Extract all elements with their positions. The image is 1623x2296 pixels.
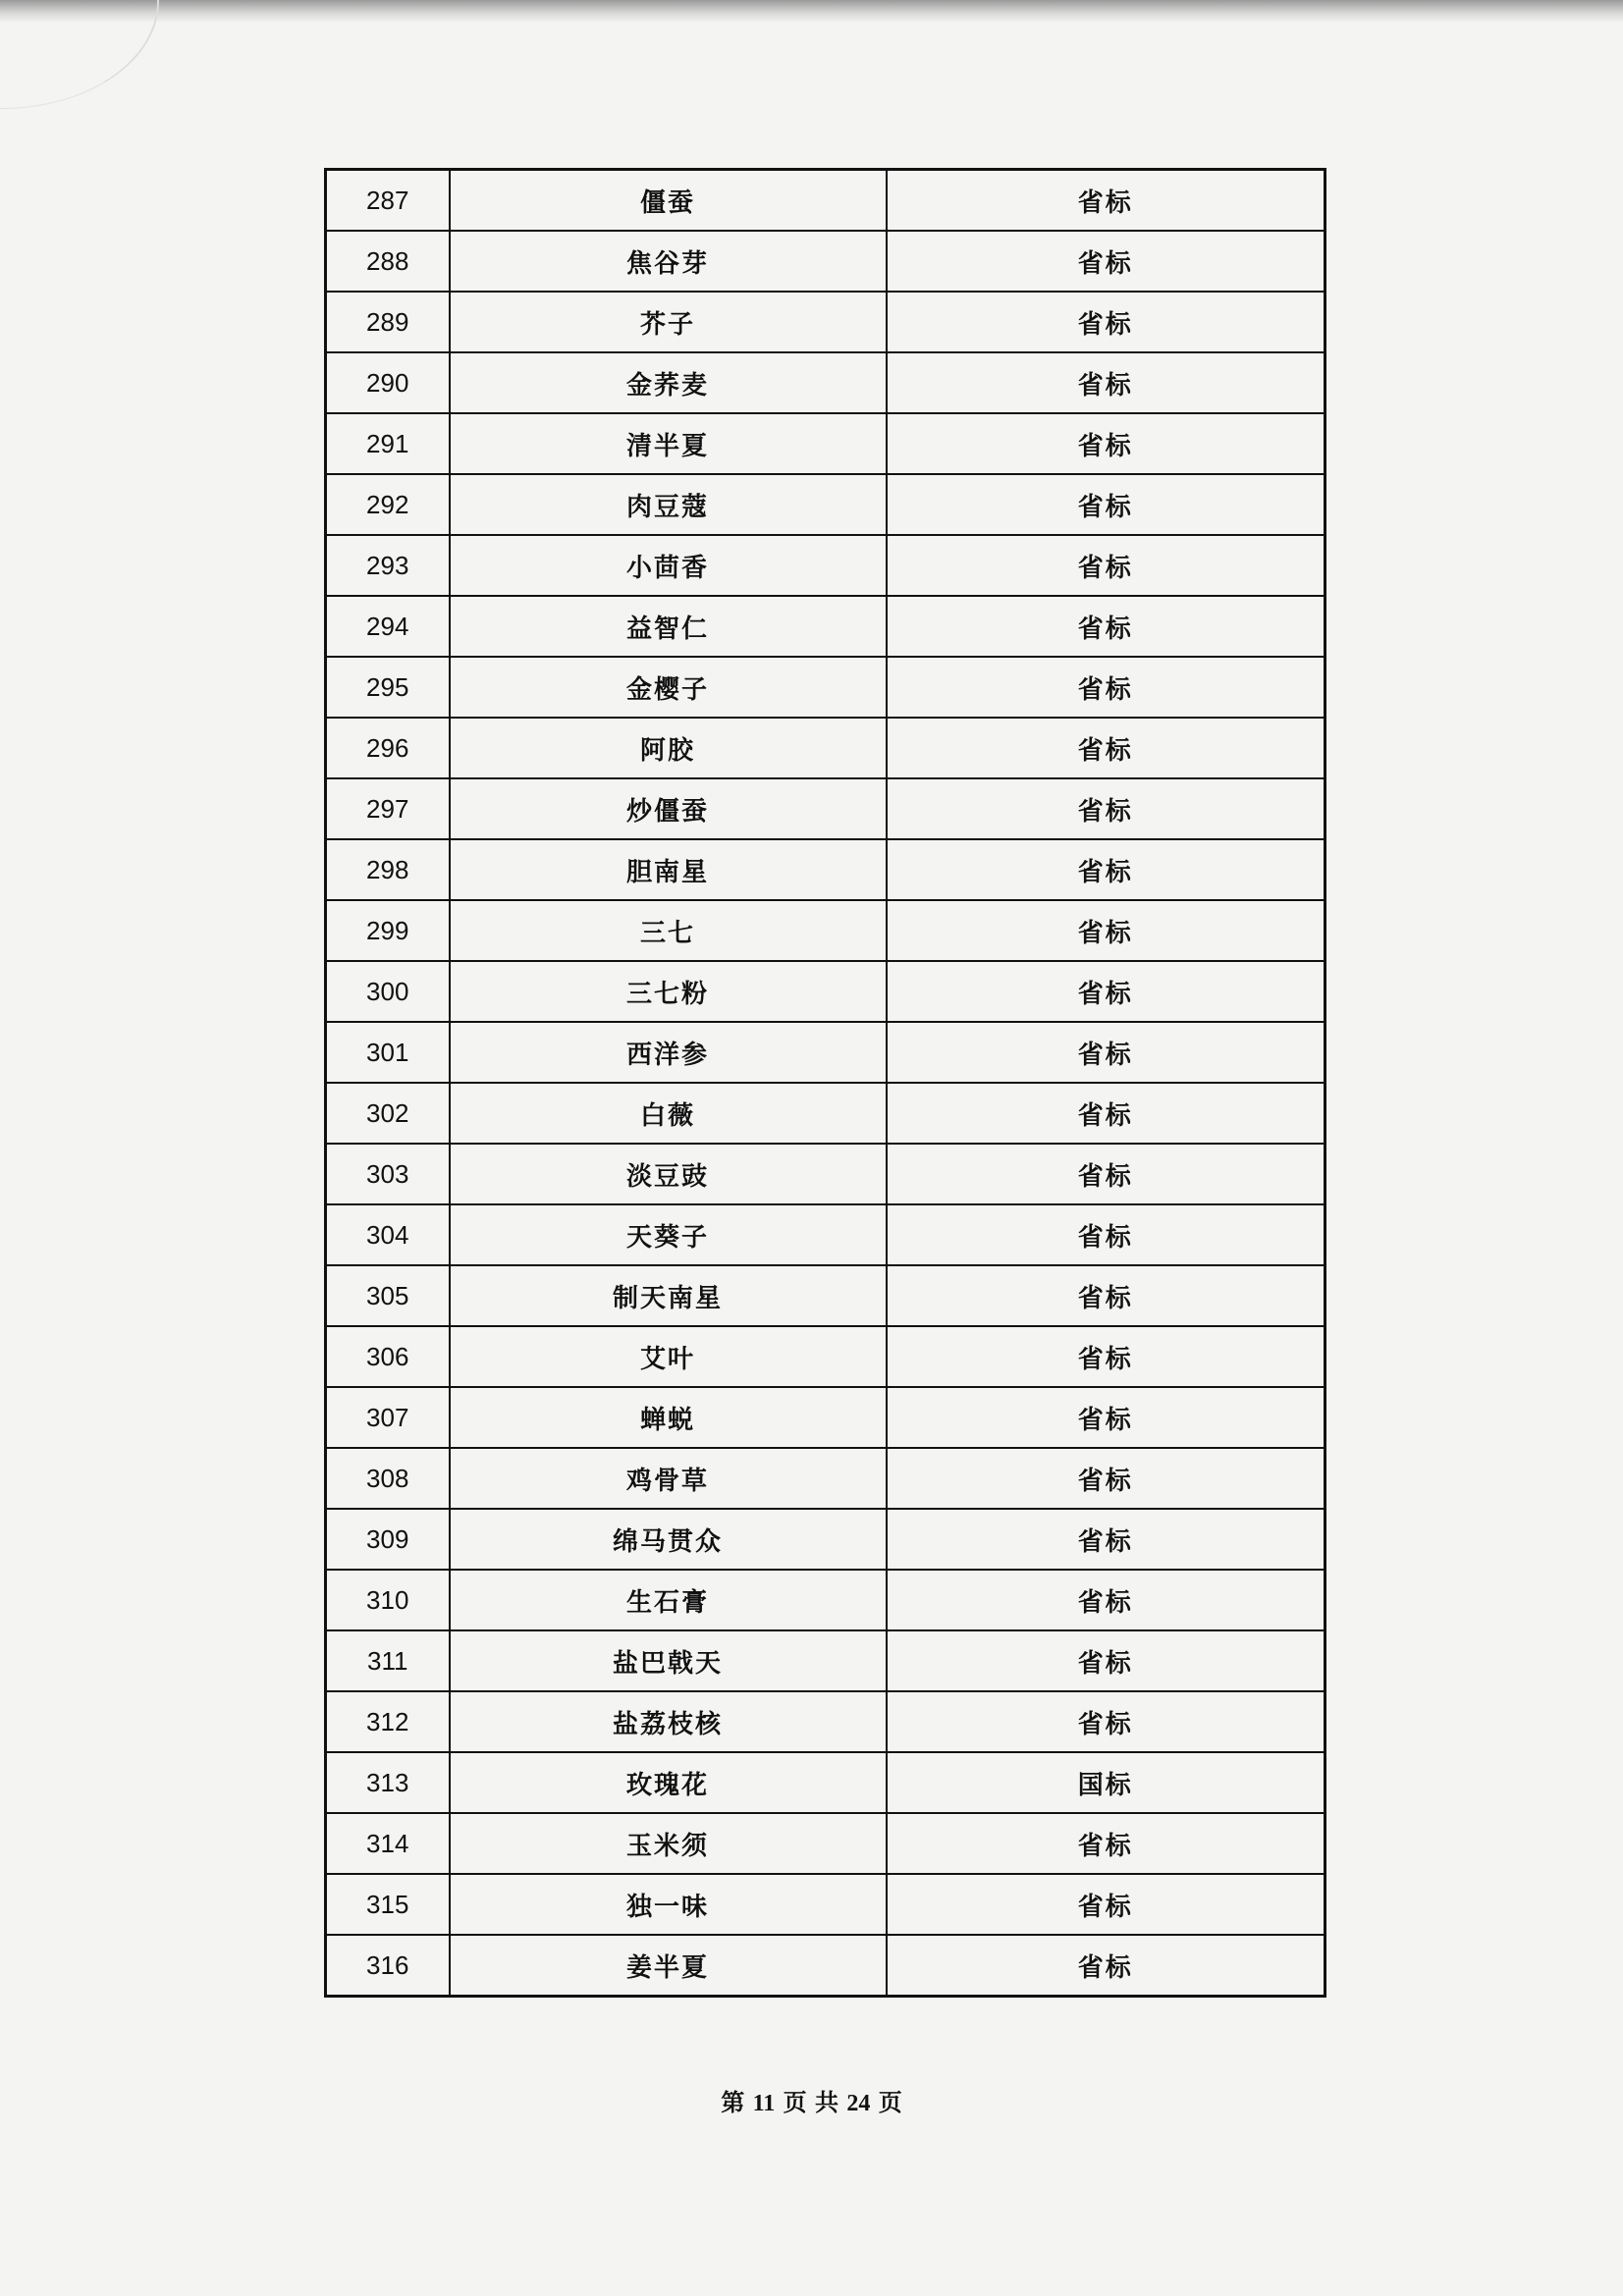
table-row: [326, 718, 1325, 778]
standard-type: 省标: [887, 961, 1325, 1022]
standard-type: 省标: [887, 474, 1325, 535]
row-number: 309: [326, 1509, 450, 1570]
medicine-name: 蝉蜕: [450, 1387, 887, 1448]
row-number: 312: [326, 1691, 450, 1752]
medicine-name: 三七粉: [450, 961, 887, 1022]
standard-type: 省标: [887, 596, 1325, 657]
medicine-name: 芥子: [450, 292, 887, 352]
row-number: 306: [326, 1326, 450, 1387]
medicine-name: 阿胶: [450, 718, 887, 778]
standard-type: 省标: [887, 413, 1325, 474]
medicine-name: 僵蚕: [450, 170, 887, 232]
table-row: [326, 1204, 1325, 1265]
footer-middle: 页 共: [783, 2088, 839, 2116]
standard-type: 省标: [887, 1935, 1325, 1997]
medicine-name: 绵马贯众: [450, 1509, 887, 1570]
footer-prefix: 第: [721, 2088, 745, 2116]
standard-type: 省标: [887, 170, 1325, 232]
medicine-name: 肉豆蔻: [450, 474, 887, 535]
table-row: [326, 1448, 1325, 1509]
standard-type: 省标: [887, 657, 1325, 718]
standard-type: 省标: [887, 1326, 1325, 1387]
footer-suffix: 页: [878, 2088, 902, 2116]
row-number: 304: [326, 1204, 450, 1265]
medicine-name: 淡豆豉: [450, 1144, 887, 1204]
standard-type: 省标: [887, 1448, 1325, 1509]
medicine-name: 小茴香: [450, 535, 887, 596]
standard-type: 省标: [887, 1813, 1325, 1874]
table-row: [326, 596, 1325, 657]
table-row: [326, 1022, 1325, 1083]
row-number: 300: [326, 961, 450, 1022]
standard-type: 省标: [887, 292, 1325, 352]
standard-type: 省标: [887, 718, 1325, 778]
table-row: [326, 1387, 1325, 1448]
row-number: 299: [326, 900, 450, 961]
table-row: [326, 474, 1325, 535]
standard-type: 省标: [887, 231, 1325, 292]
table-row: [326, 292, 1325, 352]
standard-type: 省标: [887, 1265, 1325, 1326]
table-row: [326, 1265, 1325, 1326]
table-row: [326, 1326, 1325, 1387]
table-row: [326, 1874, 1325, 1935]
row-number: 295: [326, 657, 450, 718]
medicine-name: 独一味: [450, 1874, 887, 1935]
table-row: [326, 535, 1325, 596]
medicine-name: 金荞麦: [450, 352, 887, 413]
medicine-name: 金樱子: [450, 657, 887, 718]
medicine-name: 姜半夏: [450, 1935, 887, 1997]
row-number: 305: [326, 1265, 450, 1326]
medicine-name: 艾叶: [450, 1326, 887, 1387]
row-number: 291: [326, 413, 450, 474]
page-curl-shadow: [0, 0, 159, 109]
medicine-name: 玉米须: [450, 1813, 887, 1874]
row-number: 293: [326, 535, 450, 596]
table-row: [326, 961, 1325, 1022]
medicine-name: 胆南星: [450, 839, 887, 900]
medicine-name: 盐巴戟天: [450, 1630, 887, 1691]
footer-current-page: 11: [752, 2091, 776, 2116]
standard-type: 省标: [887, 900, 1325, 961]
row-number: 289: [326, 292, 450, 352]
medicine-standard-table: [324, 168, 1326, 1998]
table-row: [326, 1570, 1325, 1630]
standard-type: 省标: [887, 1022, 1325, 1083]
table-row: [326, 352, 1325, 413]
medicine-name: 三七: [450, 900, 887, 961]
page-footer: [0, 2083, 1623, 2117]
row-number: 307: [326, 1387, 450, 1448]
row-number: 292: [326, 474, 450, 535]
standard-type: 省标: [887, 1570, 1325, 1630]
row-number: 311: [326, 1630, 450, 1691]
standard-type: 省标: [887, 1144, 1325, 1204]
row-number: 315: [326, 1874, 450, 1935]
table-row: [326, 900, 1325, 961]
medicine-name: 清半夏: [450, 413, 887, 474]
medicine-name: 西洋参: [450, 1022, 887, 1083]
row-number: 313: [326, 1752, 450, 1813]
row-number: 298: [326, 839, 450, 900]
row-number: 303: [326, 1144, 450, 1204]
table-row: [326, 1813, 1325, 1874]
row-number: 294: [326, 596, 450, 657]
row-number: 301: [326, 1022, 450, 1083]
standard-type: 省标: [887, 1387, 1325, 1448]
table-row: [326, 778, 1325, 839]
medicine-name: 白薇: [450, 1083, 887, 1144]
table-row: [326, 1509, 1325, 1570]
row-number: 296: [326, 718, 450, 778]
row-number: 290: [326, 352, 450, 413]
medicine-name: 炒僵蚕: [450, 778, 887, 839]
table-body: [326, 170, 1325, 1997]
medicine-name: 益智仁: [450, 596, 887, 657]
standard-type: 省标: [887, 352, 1325, 413]
row-number: 310: [326, 1570, 450, 1630]
medicine-name: 焦谷芽: [450, 231, 887, 292]
standard-type: 省标: [887, 1874, 1325, 1935]
table-row: [326, 657, 1325, 718]
standard-type: 国标: [887, 1752, 1325, 1813]
standard-type: 省标: [887, 1509, 1325, 1570]
table-row: [326, 1691, 1325, 1752]
medicine-name: 制天南星: [450, 1265, 887, 1326]
table-row: [326, 413, 1325, 474]
row-number: 314: [326, 1813, 450, 1874]
medicine-name: 天葵子: [450, 1204, 887, 1265]
table-row: [326, 170, 1325, 232]
medicine-name: 生石膏: [450, 1570, 887, 1630]
row-number: 302: [326, 1083, 450, 1144]
standard-type: 省标: [887, 839, 1325, 900]
document-sheet: [324, 168, 1324, 1998]
scan-edge: [0, 0, 1623, 22]
table-row: [326, 1752, 1325, 1813]
standard-type: 省标: [887, 1083, 1325, 1144]
table-row: [326, 1630, 1325, 1691]
medicine-name: 鸡骨草: [450, 1448, 887, 1509]
standard-type: 省标: [887, 1630, 1325, 1691]
footer-total-pages: 24: [846, 2091, 871, 2116]
row-number: 297: [326, 778, 450, 839]
table-row: [326, 1144, 1325, 1204]
table-row: [326, 1935, 1325, 1997]
row-number: 316: [326, 1935, 450, 1997]
standard-type: 省标: [887, 1204, 1325, 1265]
row-number: 308: [326, 1448, 450, 1509]
medicine-name: 玫瑰花: [450, 1752, 887, 1813]
standard-type: 省标: [887, 535, 1325, 596]
standard-type: 省标: [887, 778, 1325, 839]
table-row: [326, 839, 1325, 900]
table-row: [326, 231, 1325, 292]
table-row: [326, 1083, 1325, 1144]
row-number: 287: [326, 170, 450, 232]
standard-type: 省标: [887, 1691, 1325, 1752]
medicine-name: 盐荔枝核: [450, 1691, 887, 1752]
row-number: 288: [326, 231, 450, 292]
